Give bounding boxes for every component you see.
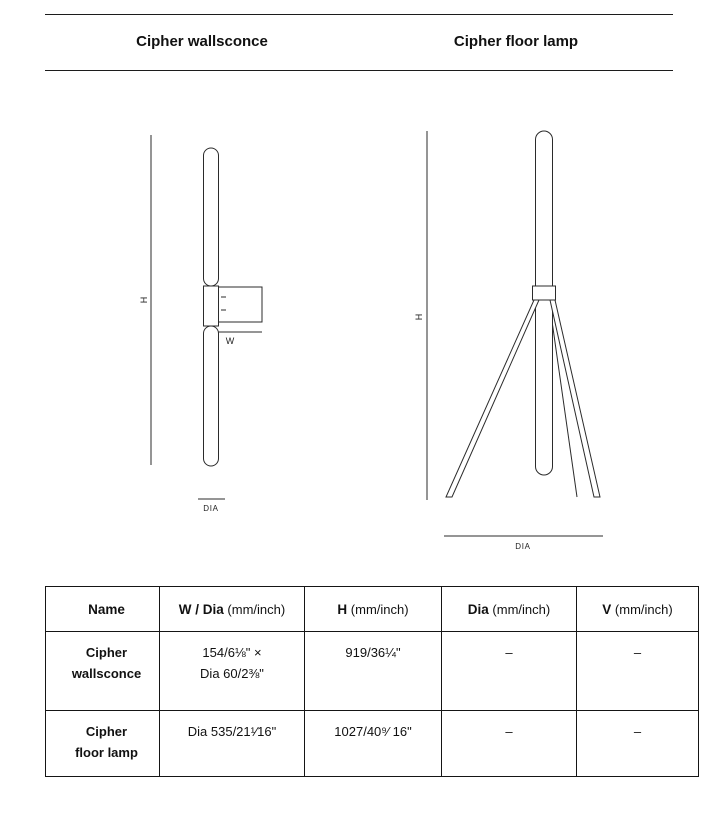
cell-dia: – (442, 711, 577, 777)
cell-w-dia (160, 632, 305, 711)
spec-table (45, 586, 699, 777)
name-line: wallsconce (71, 665, 142, 681)
table-row-wallsconce (46, 632, 699, 711)
header-h-unit: (mm/inch) (347, 601, 409, 617)
cell-w-dia (160, 711, 305, 777)
cell-v: – (577, 632, 699, 711)
lamp-h-label: H (414, 313, 424, 321)
value-line: Dia 60/2⅜" (200, 665, 264, 681)
table-row-floorlamp (46, 711, 699, 777)
header-v-label: V (602, 601, 612, 617)
header-h (305, 587, 442, 632)
name-line: floor lamp (75, 744, 138, 760)
sconce-w-label: W (225, 336, 235, 346)
cell-name (46, 711, 160, 777)
name-line: Cipher (85, 645, 128, 660)
lamp-collar (533, 286, 556, 300)
value-line: Dia 535/21¹⁄16" (187, 724, 277, 739)
cell-v: – (577, 711, 699, 777)
header-row (46, 587, 699, 632)
name-line: Cipher (85, 724, 128, 739)
diagram-area (0, 71, 718, 586)
wall-bracket (219, 287, 263, 322)
sconce-bottom-tube (204, 326, 219, 466)
diagrams-svg (0, 71, 718, 586)
floorlamp-title: Cipher floor lamp (453, 33, 579, 50)
sconce-top-tube (204, 148, 219, 286)
header-dia (442, 587, 577, 632)
lamp-dia-label: DIA (515, 542, 531, 551)
lamp-leg-right (550, 300, 600, 497)
wallsconce-diagram (139, 135, 262, 513)
header-w-dia (160, 587, 305, 632)
floorlamp-diagram (414, 131, 603, 551)
header-v-unit: (mm/inch) (611, 601, 673, 617)
header-v (577, 587, 699, 632)
header-dia-label: Dia (467, 601, 489, 617)
sconce-mount-section (204, 286, 219, 326)
sconce-h-label: H (139, 296, 149, 304)
value-line: 154/6⅛" × (202, 645, 262, 660)
cell-h: 1027/40⁹⁄ 16" (305, 711, 442, 777)
sconce-dia-label: DIA (203, 504, 219, 513)
lamp-leg-left (446, 300, 539, 497)
cell-name (46, 632, 160, 711)
column-titles (45, 15, 673, 70)
header-w-dia-unit: (mm/inch) (223, 601, 286, 617)
cell-h: 919/36¼" (305, 632, 442, 711)
header-w-dia-label: W / Dia (178, 601, 224, 617)
wallsconce-title: Cipher wallsconce (136, 33, 268, 50)
header-h-label: H (337, 601, 348, 617)
header-name-label: Name (88, 601, 125, 617)
spec-table-body (46, 632, 699, 777)
spec-table-head (46, 587, 699, 632)
header-name (46, 587, 160, 632)
header-dia-unit: (mm/inch) (488, 601, 551, 617)
cell-dia: – (442, 632, 577, 711)
